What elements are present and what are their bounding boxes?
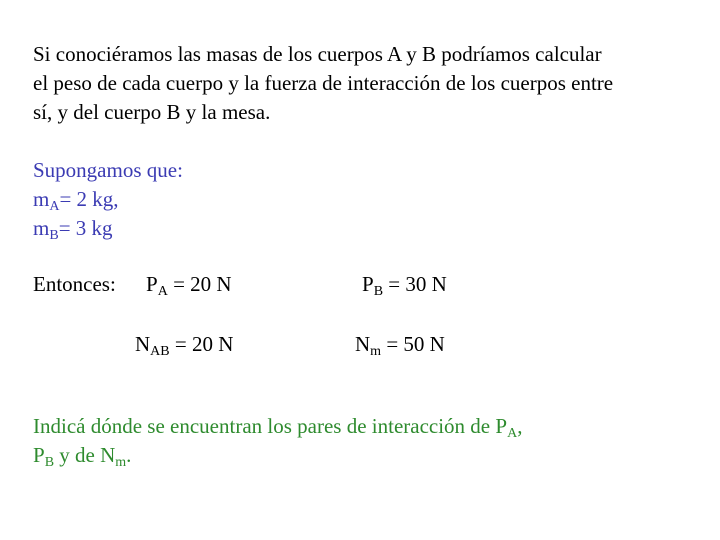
question-pb-symbol: P [33, 443, 45, 467]
question-nm-symbol: N [100, 443, 116, 467]
question-nm-subscript: m [115, 455, 127, 470]
question-pb-subscript: B [44, 455, 55, 470]
normal-table-symbol: N [355, 332, 371, 356]
intro-paragraph [33, 40, 703, 127]
normal-table-subscript: m [370, 344, 382, 359]
question-text-1: Indicá dónde se encuentran los pares de interacción de [33, 414, 496, 438]
assumptions-heading: Supongamos que: [33, 158, 183, 182]
question-pa-symbol: P [495, 414, 508, 438]
normal-ab-subscript: AB [150, 344, 170, 359]
normal-ab [135, 330, 233, 359]
mass-a-value: = 2 kg, [59, 187, 119, 211]
mass-b-value: = 3 kg [58, 216, 113, 240]
weight-a-symbol: P [146, 272, 158, 296]
intro-line-3: sí, y del cuerpo B y la mesa. [33, 100, 271, 124]
weight-a-value: = 20 N [167, 272, 232, 296]
mass-a-symbol: m [33, 187, 50, 211]
mass-b-subscript: B [49, 228, 59, 243]
normal-ab-symbol: N [135, 332, 151, 356]
normal-table-value: = 50 N [381, 332, 445, 356]
mass-b-symbol: m [33, 216, 50, 240]
weight-a-subscript: A [157, 284, 168, 299]
weight-b-subscript: B [373, 284, 384, 299]
question-text-4: . [126, 443, 132, 467]
intro-line-1: Si conociéramos las masas de los cuerpos A y B podríamos calcular [33, 42, 602, 66]
intro-line-2: el peso de cada cuerpo y la fuerza de interacción de los cuerpos entre [33, 71, 614, 95]
question-text-2: , [517, 414, 523, 438]
weight-a [146, 270, 232, 299]
question-text-3: y de [54, 443, 101, 467]
question-line-2 [33, 441, 693, 470]
weight-b [362, 270, 447, 299]
mass-a [33, 185, 183, 214]
results-row-2 [33, 330, 553, 360]
normal-table [355, 330, 445, 359]
weight-b-symbol: P [362, 272, 374, 296]
results-lead: Entonces: [33, 272, 116, 296]
results-row-1 [33, 270, 553, 300]
question-line-1 [33, 412, 693, 441]
weight-b-value: = 30 N [383, 272, 447, 296]
mass-b [33, 214, 183, 243]
mass-a-subscript: A [49, 199, 60, 214]
question-pa-subscript: A [507, 426, 518, 441]
assumptions [33, 156, 183, 243]
normal-ab-value: = 20 N [169, 332, 234, 356]
question-paragraph [33, 412, 693, 470]
